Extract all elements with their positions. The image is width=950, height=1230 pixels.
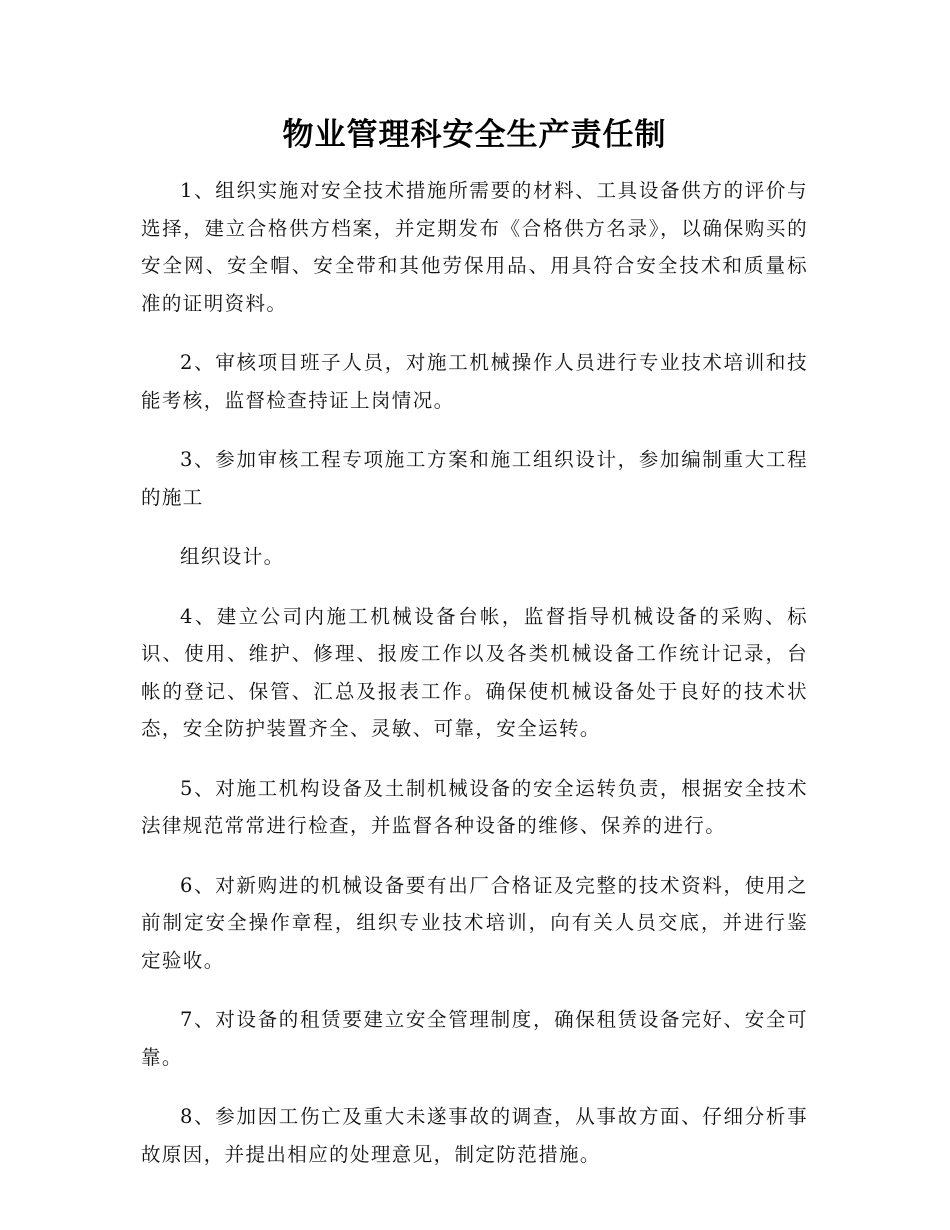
paragraph-5: 5、对施工机构设备及土制机械设备的安全运转负责，根据安全技术法律规范常常进行检查，并监督各种设备的维修、保养的进行。	[141, 776, 808, 837]
paragraph-7: 7、对设备的租赁要建立安全管理制度，确保租赁设备完好、安全可靠。	[141, 1008, 808, 1069]
paragraph-8: 8、参加因工伤亡及重大未遂事故的调查，从事故方面、仔细分析事故原因，并提出相应的处理意见，制定防范措施。	[141, 1105, 808, 1166]
paragraph-6: 6、对新购进的机械设备要有出厂合格证及完整的技术资料，使用之前制定安全操作章程，组织专业技术培训，向有关人员交底，并进行鉴定验收。	[141, 873, 808, 972]
paragraph-1: 1、组织实施对安全技术措施所需要的材料、工具设备供方的评价与选择，建立合格供方档案，并定期发布《合格供方名录》，以确保购买的安全网、安全帽、安全带和其他劳保用品、用具符合安全技术和质量标准的证明资料。	[141, 179, 808, 315]
paragraph-2: 2、审核项目班子人员，对施工机械操作人员进行专业技术培训和技能考核，监督检查持证上岗情况。	[141, 351, 808, 412]
document-body	[141, 172, 808, 1173]
paragraph-4: 4、建立公司内施工机械设备台帐，监督指导机械设备的采购、标识、使用、维护、修理、报废工作以及各类机械设备工作统计记录，台帐的登记、保管、汇总及报表工作。确保使机械设备处于良好的技术状态，安全防护装置齐全、灵敏、可靠，安全运转。	[141, 604, 808, 740]
document-title: 物业管理科安全生产责任制	[282, 117, 667, 153]
paragraph-3-continuation: 组织设计。	[180, 545, 285, 568]
paragraph-3: 3、参加审核工程专项施工方案和施工组织设计，参加编制重大工程的施工	[141, 448, 808, 509]
